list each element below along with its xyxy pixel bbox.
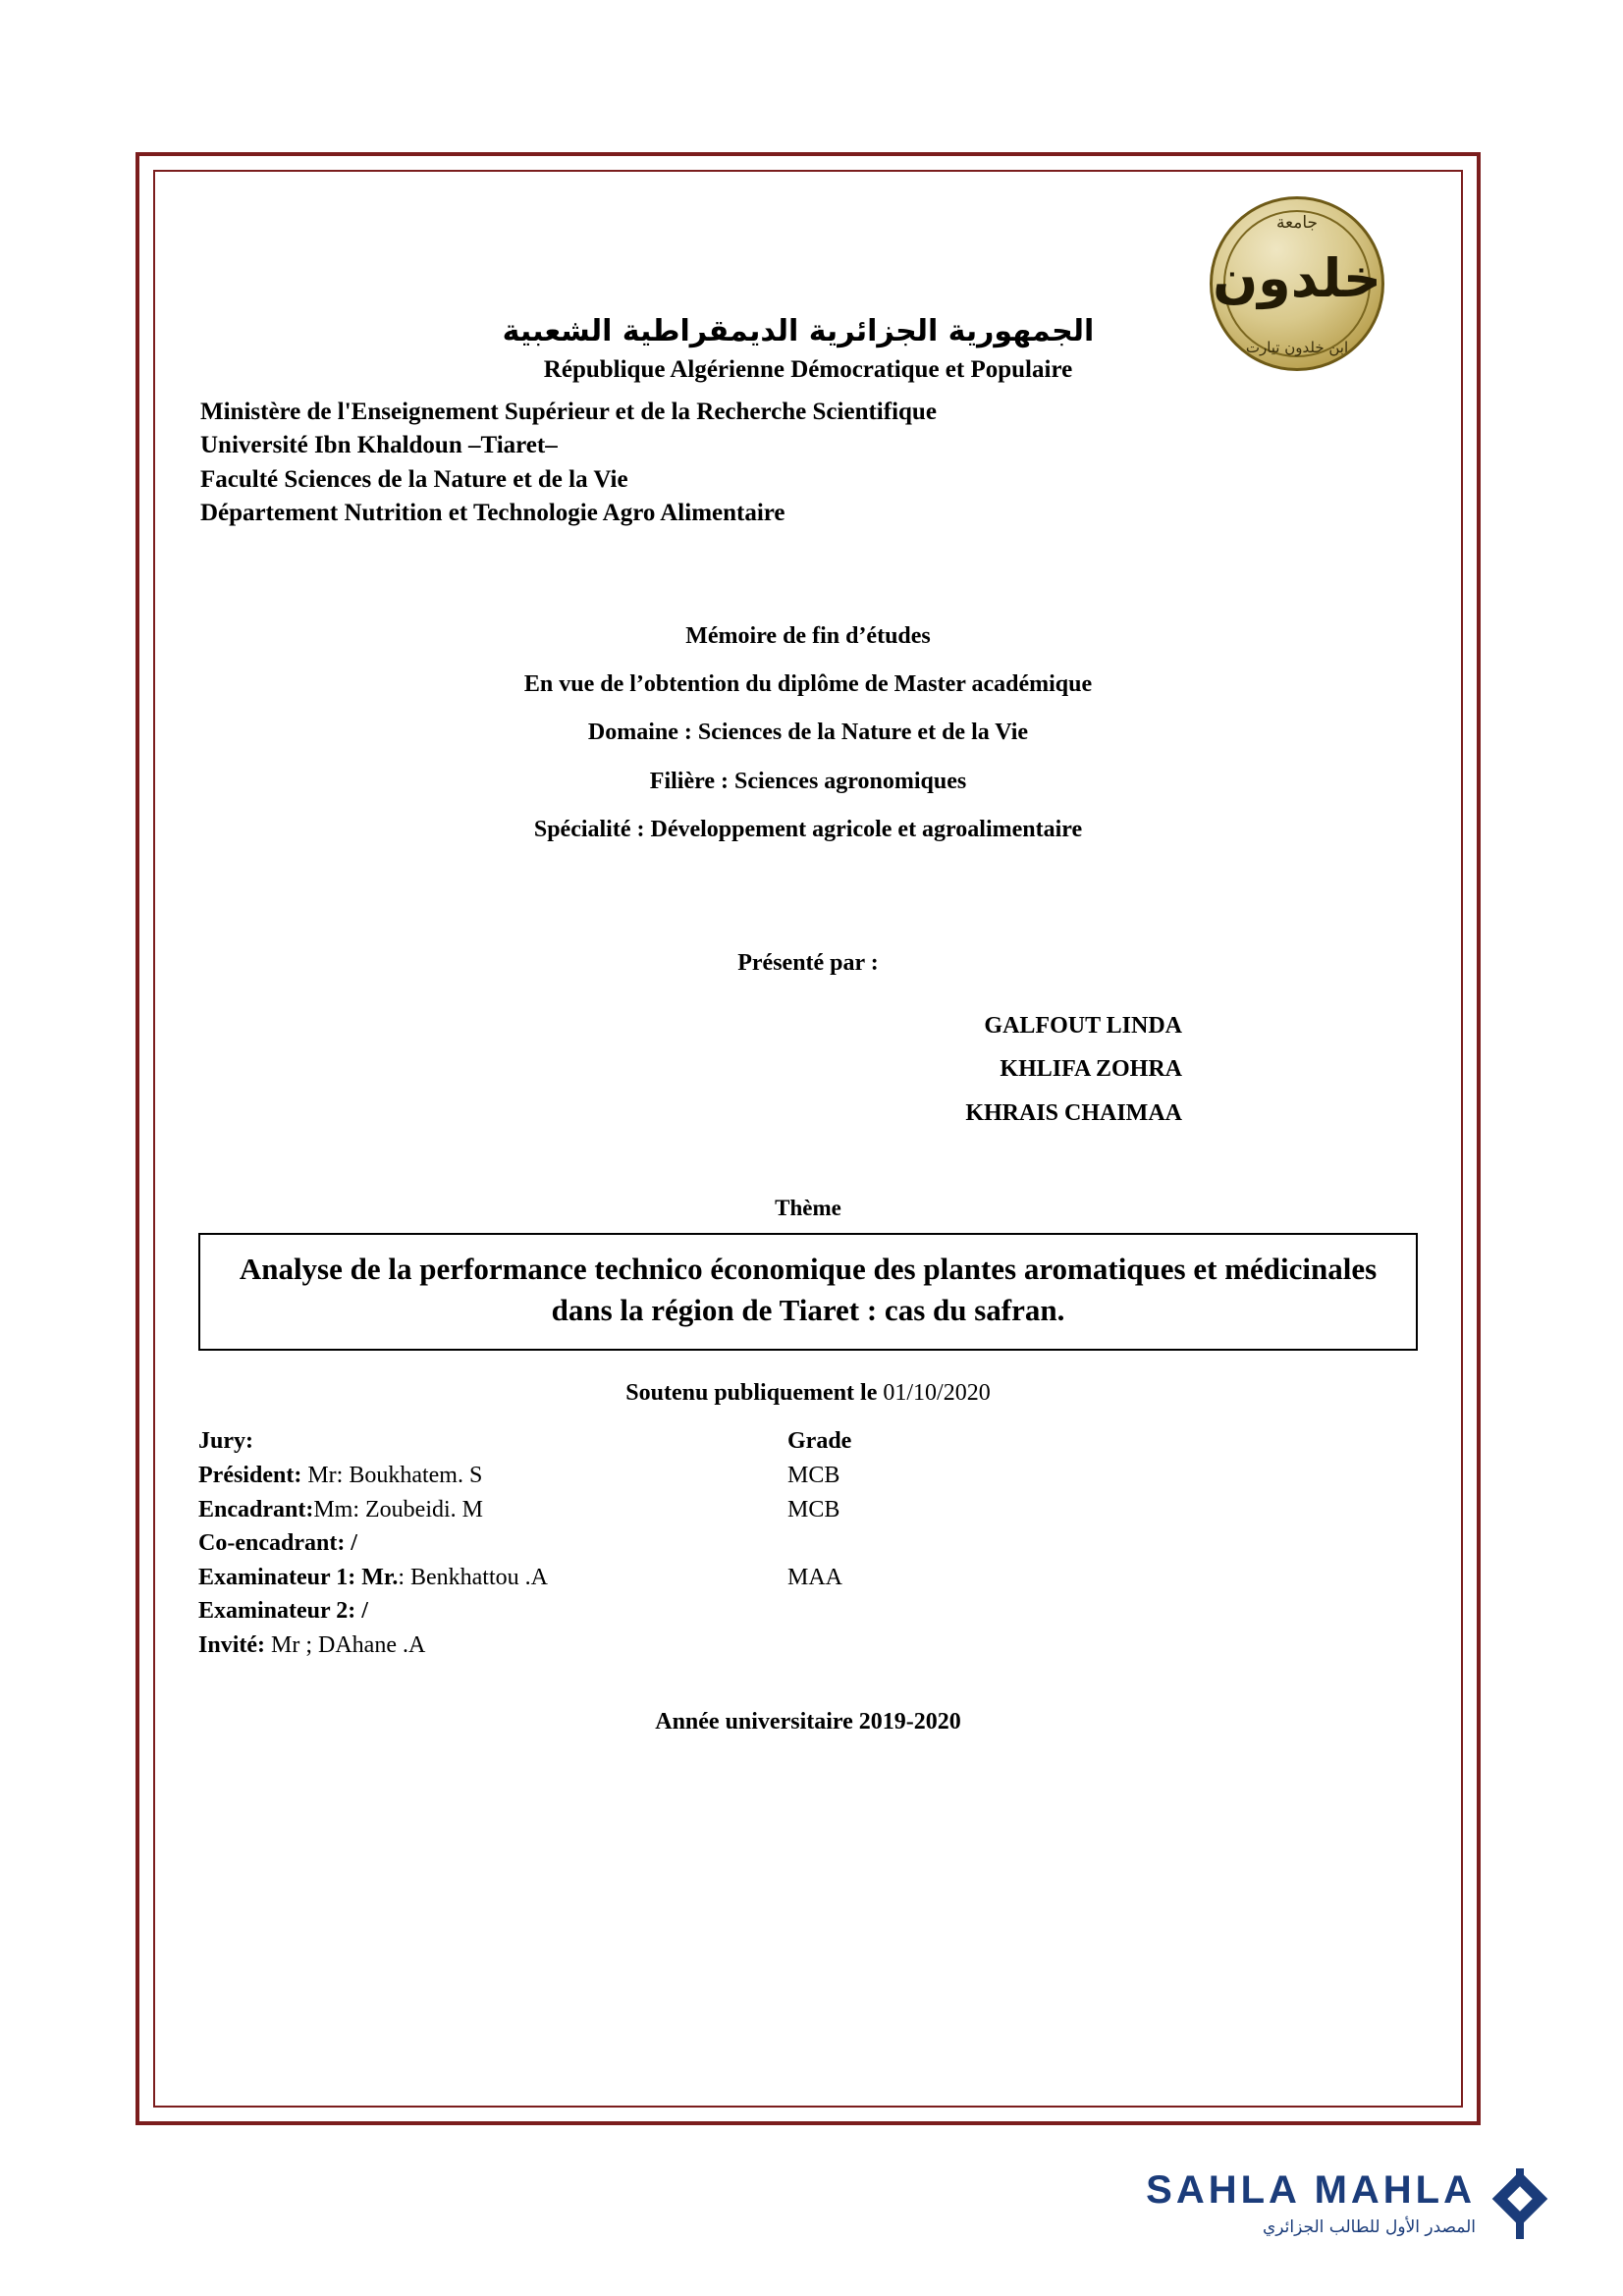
sahla-mahla-watermark (1146, 2168, 1548, 2239)
institution-block (198, 396, 1418, 530)
jury-name: Mr ; DAhane .A (265, 1631, 426, 1658)
seal-top-text: جامعة (1275, 213, 1319, 233)
watermark-subtitle: المصدر الأول للطالب الجزائري (1263, 2217, 1476, 2237)
jury-row (198, 1561, 1418, 1595)
author-name: KHLIFA ZOHRA (1000, 1056, 1182, 1083)
university-line: Université Ibn Khaldoun –Tiaret– (200, 432, 558, 459)
defense-label: Soutenu publiquement le (625, 1380, 878, 1407)
diploma-line: En vue de l’obtention du diplôme de Master académique (523, 671, 1093, 698)
thesis-type-line: Mémoire de fin d’études (685, 623, 931, 649)
jury-header-row (198, 1424, 1418, 1459)
watermark-title: SAHLA MAHLA (1146, 2168, 1476, 2212)
department-line: Département Nutrition et Technologie Agro Alimentaire (200, 499, 785, 526)
seal-bottom-text: ابن خلدون تيارت (1245, 339, 1349, 356)
jury-row (198, 1594, 1418, 1629)
jury-grade: MCB (787, 1496, 840, 1522)
arabic-republic-title: الجمهورية الجزائرية الديمقراطية الشعبية (502, 314, 1095, 348)
jury-role: Co-encadrant: / (198, 1530, 357, 1557)
jury-name: Mr: Boukhatem. S (301, 1462, 483, 1488)
jury-role: Invité: (198, 1631, 265, 1658)
faculty-line: Faculté Sciences de la Nature et de la Vie (200, 465, 628, 493)
domain-line: Domaine : Sciences de la Nature et de la Vie (587, 720, 1029, 746)
jury-row (198, 1526, 1418, 1561)
ministry-line: Ministère de l'Enseignement Supérieur et de la Recherche Scientifique (200, 399, 937, 425)
thesis-title: Analyse de la performance technico économique des plantes aromatiques et médicinales dans la région de Tiaret : cas du safran. (239, 1252, 1378, 1328)
seal-center-text: خلدون (1213, 247, 1381, 309)
republic-subtitle: République Algérienne Démocratique et Populaire (543, 356, 1073, 383)
watermark-diamond (1492, 2171, 1548, 2227)
cover-page-content (157, 167, 1459, 2110)
jury-role: Examinateur 1: Mr. (198, 1564, 399, 1590)
presented-by-label: Présenté par : (737, 949, 879, 976)
jury-grade: MCB (787, 1462, 840, 1488)
defense-date: 01/10/2020 (883, 1380, 991, 1407)
grade-header-label: Grade (787, 1428, 852, 1455)
degree-block (198, 613, 1418, 854)
jury-row (198, 1493, 1418, 1527)
university-logo (1210, 196, 1384, 371)
jury-role: Examinateur 2: / (198, 1598, 368, 1625)
jury-name: : Benkhattou .A (398, 1564, 548, 1590)
jury-row (198, 1629, 1418, 1663)
watermark-logo-icon (1491, 2168, 1548, 2239)
university-seal-icon (1210, 196, 1384, 371)
jury-block (198, 1424, 1418, 1662)
jury-name: Mm: Zoubeidi. M (313, 1496, 484, 1522)
field-line: Filière : Sciences agronomiques (649, 768, 967, 794)
defense-line (198, 1380, 1418, 1407)
watermark-text (1146, 2170, 1476, 2237)
jury-row (198, 1459, 1418, 1493)
jury-role: Président: (198, 1462, 302, 1488)
author-name: GALFOUT LINDA (984, 1012, 1182, 1039)
thesis-title-box (198, 1233, 1418, 1351)
jury-header-label: Jury: (198, 1428, 253, 1455)
academic-year: Année universitaire 2019-2020 (655, 1709, 961, 1735)
theme-label: Thème (775, 1196, 841, 1221)
speciality-line: Spécialité : Développement agricole et agroalimentaire (533, 816, 1083, 842)
jury-grade: MAA (787, 1564, 843, 1590)
jury-role: Encadrant: (198, 1496, 314, 1522)
author-list (198, 1004, 1418, 1135)
author-name: KHRAIS CHAIMAA (965, 1099, 1182, 1126)
